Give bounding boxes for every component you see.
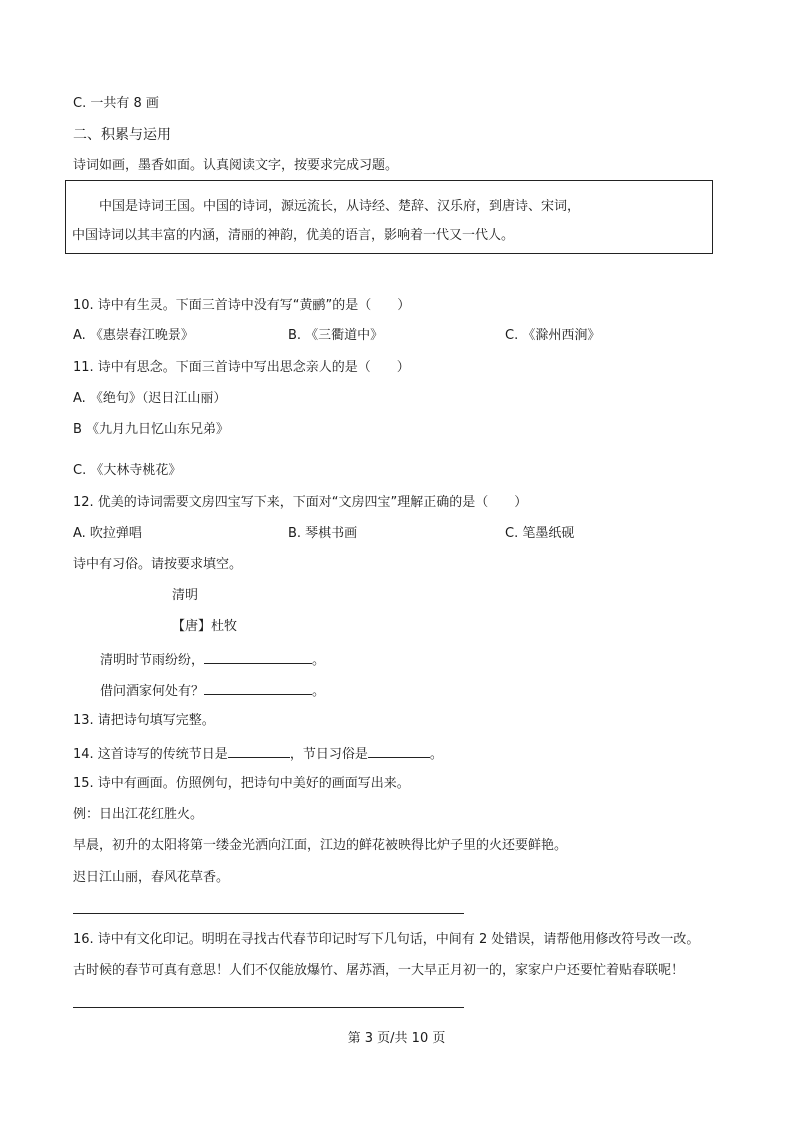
q10-option-a[interactable]: A. 《惠崇春江晚景》 — [73, 328, 194, 343]
poem-line-1-blank[interactable] — [204, 650, 312, 664]
q14-part-1: 14. 这首诗写的传统节日是 — [73, 747, 228, 762]
q14-part-3: 。 — [429, 747, 443, 762]
poem-line-2-blank[interactable] — [204, 681, 312, 695]
q14-stem — [73, 744, 443, 764]
page-footer: 第 3 页/共 10 页 — [347, 1031, 446, 1046]
q10-stem: 10. 诗中有生灵。下面三首诗中没有写“黄鹂”的是（ ） — [73, 298, 411, 313]
passage-box — [65, 180, 713, 254]
q12-option-b[interactable]: B. 琴棋书画 — [288, 526, 358, 541]
q15-stem: 15. 诗中有画面。仿照例句，把诗句中美好的画面写出来。 — [73, 776, 410, 791]
passage-line-1: 中国是诗词王国。中国的诗词，源远流长，从诗经、楚辞、汉乐府，到唐诗、宋词， — [99, 199, 581, 214]
q12-option-a[interactable]: A. 吹拉弹唱 — [73, 526, 142, 541]
q11-option-b[interactable]: B 《九月九日忆山东兄弟》 — [73, 422, 230, 437]
poem-line-2-text: 借问酒家何处有？ — [100, 684, 205, 699]
q15-example-answer: 早晨，初升的太阳将第一缕金光洒向江面，江边的鲜花被映得比炉子里的火还要鲜艳。 — [73, 838, 568, 853]
q11-option-c[interactable]: C. 《大林寺桃花》 — [73, 463, 182, 478]
q12-option-c[interactable]: C. 笔墨纸砚 — [505, 526, 575, 541]
section-title: 二、积累与运用 — [73, 127, 171, 143]
q11-stem: 11. 诗中有思念。下面三首诗中写出思念亲人的是（ ） — [73, 360, 410, 375]
poem-line-1 — [100, 650, 325, 670]
q11-option-a[interactable]: A. 《绝句》（迟日江山丽） — [73, 391, 227, 406]
option-c-previous: C. 一共有 8 画 — [73, 96, 159, 111]
customs-intro: 诗中有习俗。请按要求填空。 — [73, 557, 243, 572]
q13-stem: 13. 请把诗句填写完整。 — [73, 713, 215, 728]
q16-answer-line[interactable] — [73, 1007, 464, 1008]
poem-line-2 — [100, 681, 325, 701]
q10-option-b[interactable]: B. 《三衢道中》 — [288, 328, 384, 343]
intro-text: 诗词如画，墨香如面。认真阅读文字，按要求完成习题。 — [73, 158, 399, 173]
q14-custom-blank[interactable] — [368, 744, 430, 758]
q14-part-2: ，节日习俗是 — [289, 747, 368, 762]
poem-line-1-end: 。 — [312, 653, 326, 668]
q16-stem: 16. 诗中有文化印记。明明在寻找古代春节印记时写下几句话，中间有 2 处错误，请帮他用修改符号改一改。 — [73, 932, 700, 947]
q12-stem: 12. 优美的诗词需要文房四宝写下来，下面对“文房四宝”理解正确的是（ ） — [73, 495, 528, 510]
q15-example: 例：日出江花红胜火。 — [73, 807, 204, 822]
poem-line-1-text: 清明时节雨纷纷， — [100, 653, 205, 668]
passage-line-2: 中国诗词以其丰富的内涵，清丽的神韵，优美的语言，影响着一代又一代人。 — [72, 228, 515, 243]
q15-answer-line[interactable] — [73, 913, 464, 914]
poem-author: 【唐】杜牧 — [172, 619, 238, 634]
q16-text: 古时候的春节可真有意思！人们不仅能放爆竹、屠苏酒，一大早正月初一的，家家户户还要忙着贴春联呢！ — [73, 963, 685, 978]
q15-task: 迟日江山丽，春风花草香。 — [73, 870, 230, 885]
q14-festival-blank[interactable] — [228, 744, 290, 758]
q10-option-c[interactable]: C. 《滁州西涧》 — [505, 328, 601, 343]
poem-title: 清明 — [172, 588, 199, 603]
poem-line-2-end: 。 — [312, 684, 326, 699]
